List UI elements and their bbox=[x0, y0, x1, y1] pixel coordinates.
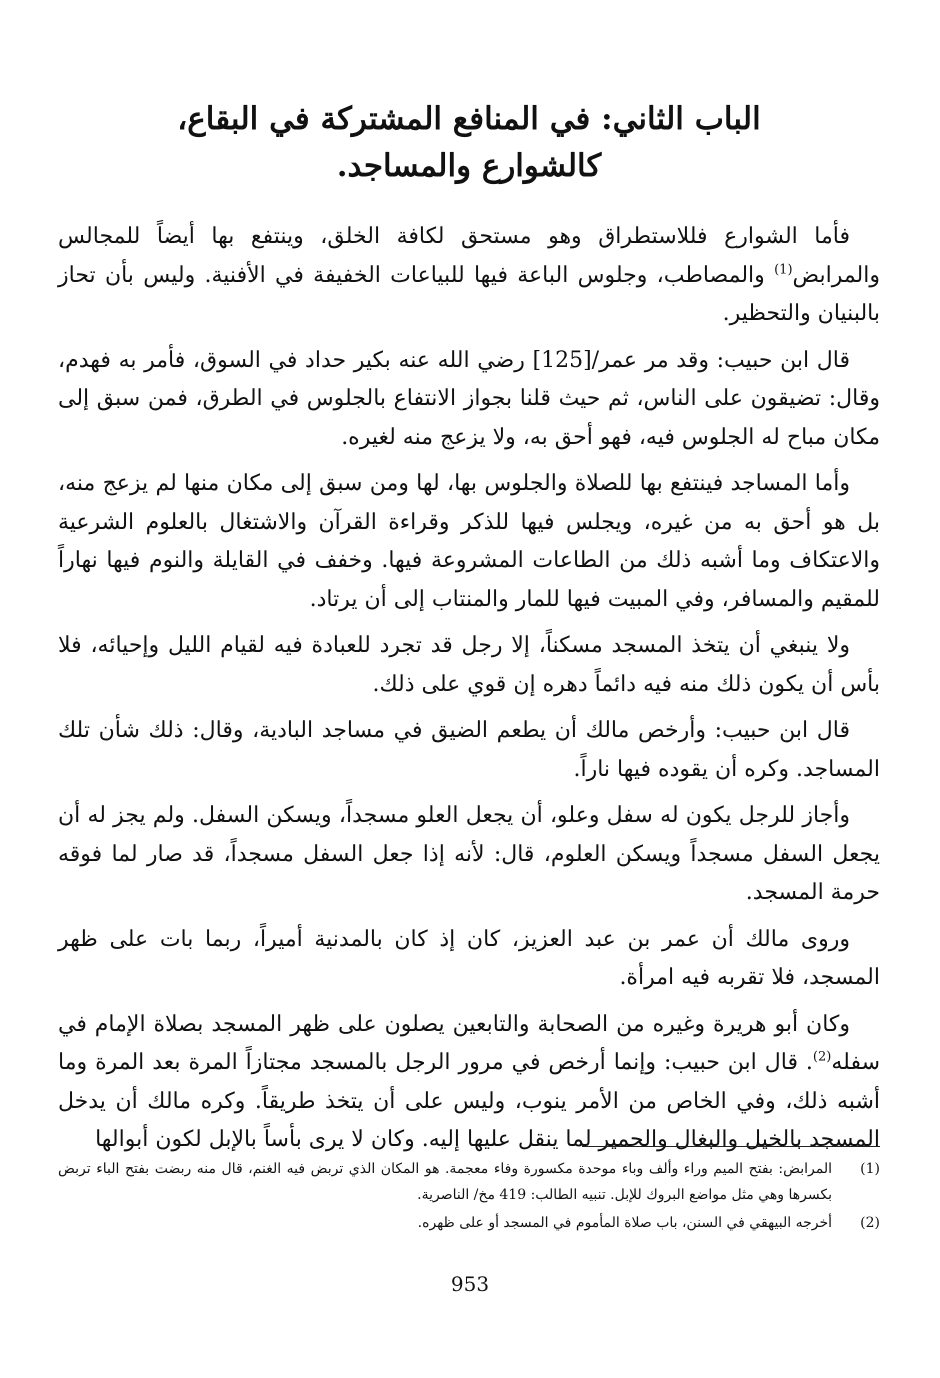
page-number: 953 bbox=[450, 1272, 490, 1296]
footnote-text: أخرجه البيهقي في السنن، باب صلاة المأموم في المسجد أو على ظهره. bbox=[417, 1215, 832, 1231]
footnote-number: (1) bbox=[860, 1161, 880, 1177]
chapter-title bbox=[58, 96, 880, 190]
paragraph-text: وكان أبو هريرة وغيره من الصحابة والتابعين يصلون على ظهر المسجد بصلاة الإمام في سفله bbox=[58, 1011, 880, 1075]
paragraph bbox=[58, 627, 880, 704]
main-content bbox=[58, 96, 880, 1168]
footnote-number: (2) bbox=[860, 1215, 880, 1231]
paragraph bbox=[58, 1006, 880, 1160]
footnotes bbox=[58, 1156, 880, 1238]
footnote-marker: (2) bbox=[812, 1049, 832, 1065]
chapter-title-line-1: الباب الثاني: في المنافع المشتركة في البقاع، bbox=[177, 101, 761, 137]
paragraph-text: وأما المساجد فينتفع بها للصلاة والجلوس بها، لها ومن سبق إلى مكان منها لم يزعج منه، بل هو أحق به من غيره، ويجلس فيها للذكر وقراءة القرآن والاشتغال بالعلوم الشرعية والاعتكاف وما أشبه ذلك من الطاعات المشروعة فيها. وخفف في القايلة والنوم فيها نهاراً للمقيم والمسافر، وفي المبيت فيها للمار والمنتاب إلى أن يرتاد. bbox=[58, 471, 880, 612]
footnote bbox=[58, 1156, 880, 1208]
paragraph bbox=[58, 342, 880, 458]
paragraph-text: قال ابن حبيب: وقد مر عمر/[125] رضي الله عنه بكير حداد في السوق، فأمر به فهدم، وقال: تضيقون على الناس، ثم حيث قلنا بجواز الانتفاع بالجلوس في الطرق، فمن سبق إلى مكان مباح له الجلوس فيه، فهو أحق به، ولا يزعج منه لغيره. bbox=[58, 347, 880, 450]
paragraph bbox=[58, 465, 880, 619]
paragraph bbox=[58, 797, 880, 913]
paragraph-text: فأما الشوارع فللاستطراق وهو مستحق لكافة الخلق، وينتفع بها أيضاً للمجالس والمرابض bbox=[58, 224, 880, 288]
paragraph-text-continued: . قال ابن حبيب: وإنما أرخص في مرور الرجل بالمسجد مجتازاً المرة بعد المرة وما أشبه ذلك، وفي الخاص من الأمر ينوب، وليس على أن يتخذ طريقاً. وكره مالك أن يدخل المسجد بالخيل والبغال والحمير لما ينقل عليها إليه. وكان لا يرى بأساً بالإبل لكون أبوالها bbox=[58, 1050, 880, 1152]
paragraph bbox=[58, 712, 880, 789]
footnote-marker: (1) bbox=[774, 262, 793, 278]
paragraph-text: وروى مالك أن عمر بن عبد العزيز، كان إذ كان بالمدنية أميراً، ربما بات على ظهر المسجد، فلا تقربه فيه امرأة. bbox=[58, 926, 880, 990]
paragraph-text-continued: والمصاطب، وجلوس الباعة فيها للبياعات الخفيفة في الأفنية. وليس بأن تحاز بالبنيان والتحظير. bbox=[58, 262, 880, 326]
footnote-divider bbox=[582, 1146, 880, 1147]
footnote bbox=[58, 1210, 880, 1236]
paragraph-text: ولا ينبغي أن يتخذ المسجد مسكناً، إلا رجل قد تجرد للعبادة فيه لقيام الليل وإحيائه، فلا بأس أن يكون ذلك منه فيه دائماً دهره إن قوي على ذلك. bbox=[58, 633, 880, 697]
paragraph bbox=[58, 218, 880, 334]
footnote-text: المرابض: بفتح الميم وراء وألف وباء موحدة مكسورة وفاء معجمة. هو المكان الذي تربض فيه الغنم، قال منه ربضت بفتح الباء تربض بكسرها وهي مثل مواضع البروك للإبل. تنبيه الطالب: 419 مخ/ الناصرية. bbox=[58, 1161, 832, 1203]
body-text bbox=[58, 218, 880, 1160]
paragraph bbox=[58, 921, 880, 998]
paragraph-text: قال ابن حبيب: وأرخص مالك أن يطعم الضيق في مساجد البادية، وقال: ذلك شأن تلك المساجد. وكره أن يقوده فيها ناراً. bbox=[58, 718, 880, 782]
chapter-title-line-2: كالشوارع والمساجد. bbox=[336, 148, 602, 184]
paragraph-text: وأجاز للرجل يكون له سفل وعلو، أن يجعل العلو مسجداً، ويسكن السفل. ولم يجز له أن يجعل السفل مسجداً ويسكن العلوم، قال: لأنه إذا جعل السفل مسجداً، قد صار لما فوقه حرمة المسجد. bbox=[58, 803, 880, 905]
